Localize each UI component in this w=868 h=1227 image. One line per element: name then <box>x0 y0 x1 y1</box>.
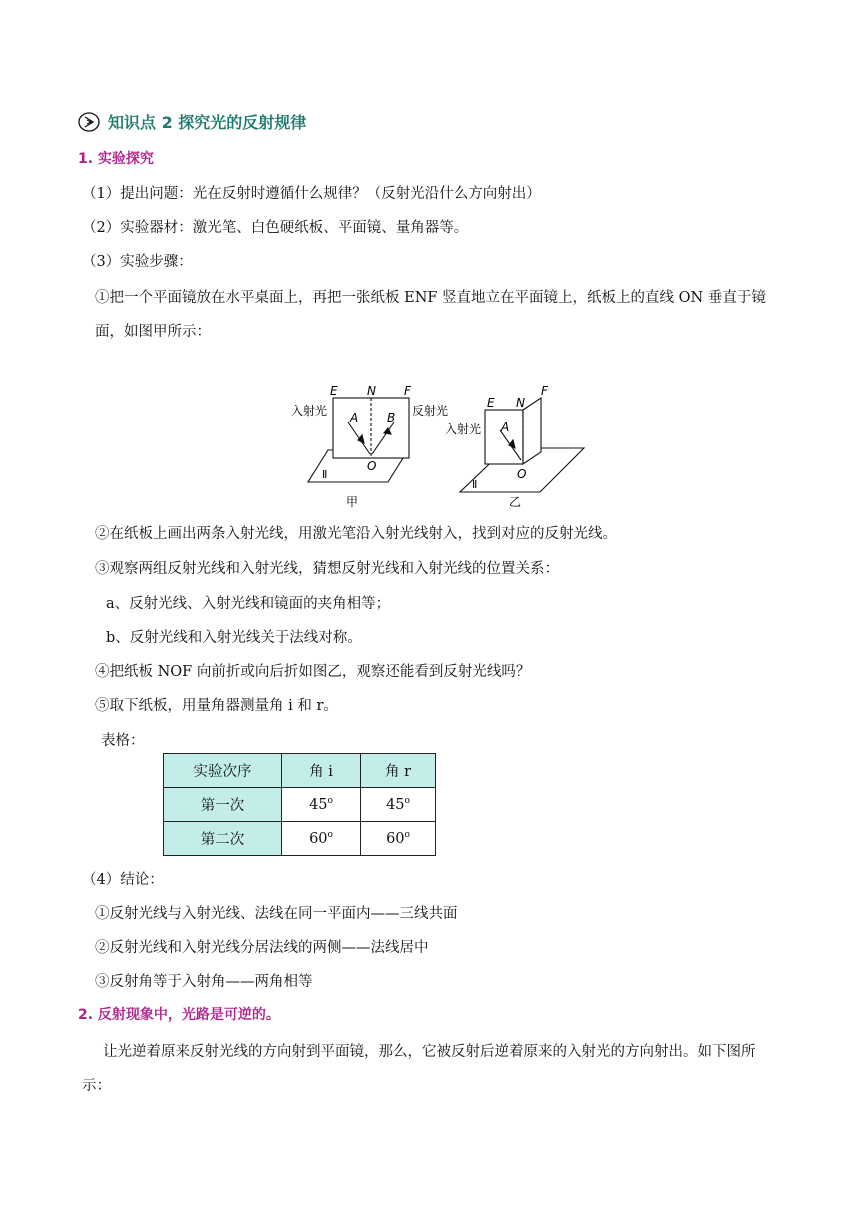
label-a-right: A <box>501 420 510 434</box>
label-o-right: O <box>517 467 527 481</box>
label-b-left: B <box>387 411 396 425</box>
label-mirror-right: Ⅱ <box>472 478 478 491</box>
step-4: ④把纸板 NOF 向前折或向后折如图乙，观察还能看到反射光线吗？ <box>95 664 531 680</box>
angle-r-value: 60$^o$ <box>361 822 436 856</box>
conclusion-1: ①反射光线与入射光线、法线在同一平面内——三线共面 <box>95 906 458 922</box>
board-nof-folded <box>523 398 541 464</box>
angle-table <box>163 753 436 856</box>
reversible-text-line-2: 示： <box>82 1078 111 1094</box>
angle-r-value: 45$^o$ <box>361 788 436 822</box>
reflection-figure <box>288 378 598 513</box>
label-n-left: N <box>367 384 376 398</box>
guess-b: b、反射光线和入射光线关于法线对称。 <box>106 630 362 646</box>
step-1-line-1: ①把一个平面镜放在水平桌面上，再把一张纸板 ENF 竖直地立在平面镜上，纸板上的直线 ON 垂直于镜 <box>95 290 766 306</box>
step-1-line-2: 面，如图甲所示： <box>95 324 211 340</box>
label-a-left: A <box>350 411 359 425</box>
label-incident-left: 入射光 <box>291 404 328 418</box>
board-eno <box>485 410 523 464</box>
reversible-text-line-1: 让光逆着原来反射光线的方向射到平面镜，那么，它被反射后逆着原来的入射光的方向射出。如下图所 <box>103 1044 756 1060</box>
row-label: 第一次 <box>164 788 282 822</box>
header-angle-i: 角 i <box>282 754 361 788</box>
angle-i-value: 60$^o$ <box>282 822 361 856</box>
label-e-left: E <box>330 384 338 398</box>
step-2: ②在纸板上画出两条入射光线，用激光笔沿入射光线射入，找到对应的反射光线。 <box>95 526 617 542</box>
label-f-left: F <box>404 384 411 398</box>
subheading-reversible: 2. 反射现象中，光路是可逆的。 <box>78 1007 280 1023</box>
step-3: ③观察两组反射光线和入射光线，猜想反射光线和入射光线的位置关系： <box>95 561 559 577</box>
conclusion-heading: （4）结论： <box>82 872 164 888</box>
label-n-right: N <box>516 396 525 410</box>
table-label: 表格： <box>101 733 145 749</box>
label-e-right: E <box>487 396 495 410</box>
question-2: （2）实验器材：激光笔、白色硬纸板、平面镜、量角器等。 <box>82 220 469 236</box>
label-mirror-left: Ⅱ <box>322 468 328 481</box>
angle-i-value: 45$^o$ <box>282 788 361 822</box>
label-reflected-left: 反射光 <box>412 404 449 418</box>
section-heading <box>78 110 306 133</box>
caption-left: 甲 <box>346 495 359 509</box>
question-3: （3）实验步骤： <box>82 254 193 270</box>
table-row <box>164 822 436 856</box>
table-row <box>164 788 436 822</box>
arrow-circle-icon <box>78 111 100 133</box>
label-incident-right: 入射光 <box>445 422 482 436</box>
section-title: 知识点 2 探究光的反射规律 <box>108 113 307 132</box>
header-order: 实验次序 <box>164 754 282 788</box>
label-f-right: F <box>541 384 548 398</box>
step-5: ⑤取下纸板，用量角器测量角 i 和 r。 <box>95 698 338 714</box>
conclusion-3: ③反射角等于入射角——两角相等 <box>95 974 313 990</box>
conclusion-2: ②反射光线和入射光线分居法线的两侧——法线居中 <box>95 940 429 956</box>
question-1: （1）提出问题：光在反射时遵循什么规律？（反射光沿什么方向射出） <box>82 186 541 202</box>
caption-right: 乙 <box>509 495 522 509</box>
row-label: 第二次 <box>164 822 282 856</box>
label-o-left: O <box>367 459 377 473</box>
guess-a: a、反射光线、入射光线和镜面的夹角相等； <box>106 596 391 612</box>
header-angle-r: 角 r <box>361 754 436 788</box>
table-header-row <box>164 754 436 788</box>
subheading-experiment: 1. 实验探究 <box>78 151 154 167</box>
